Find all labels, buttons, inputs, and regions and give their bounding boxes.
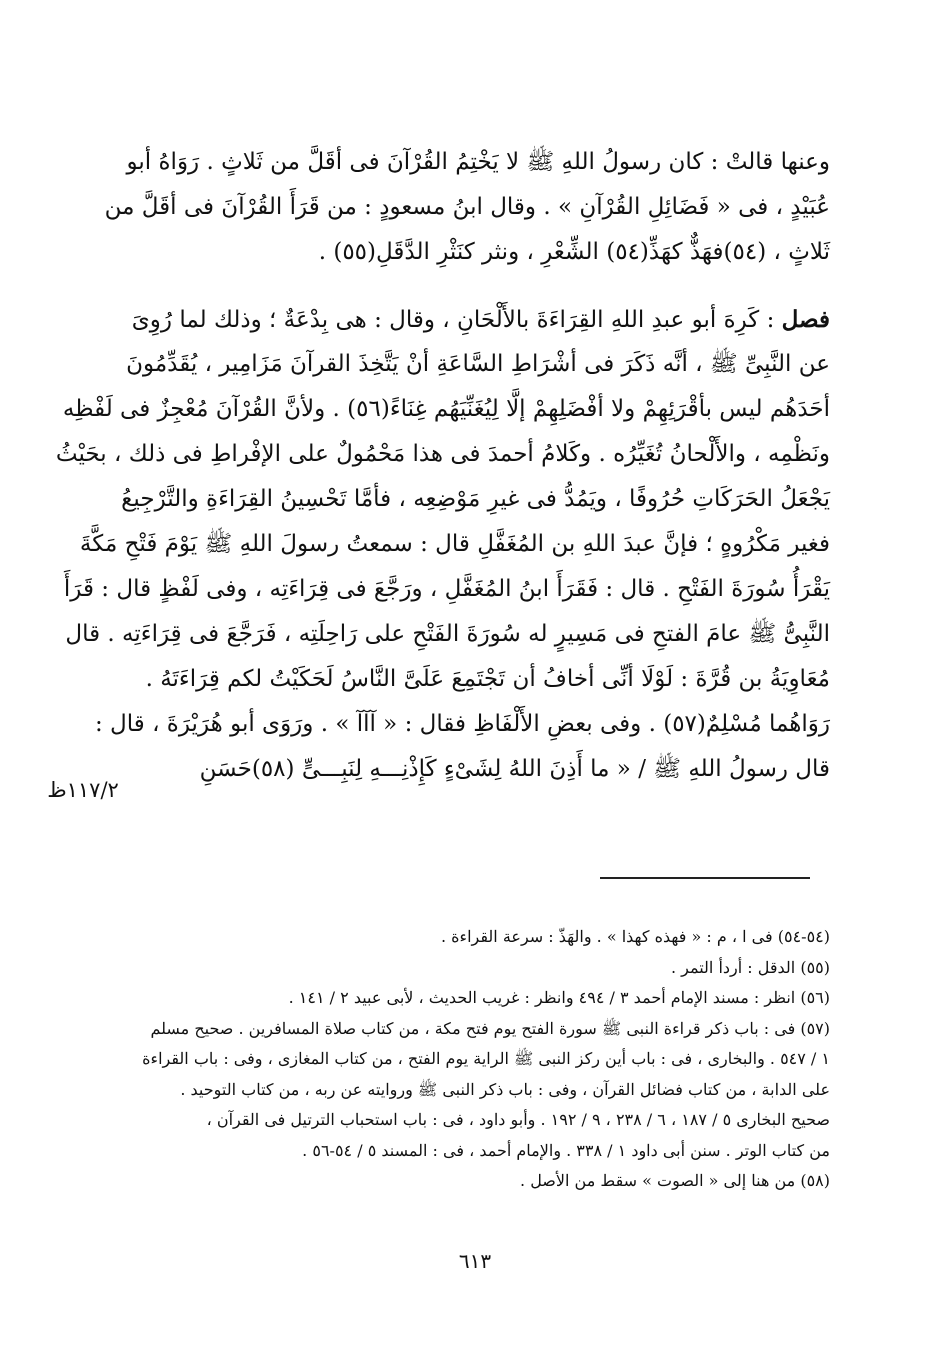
text-line: عُبَيْدٍ ، فى « فَضَائِلِ القُرْآنِ » . وقال ابنُ مسعودٍ : من قَرَأَ القُرْآنَ فى أقَلَّ من bbox=[104, 194, 830, 220]
section-heading-word: فصل bbox=[781, 306, 830, 333]
text-line: رَوَاهُما مُسْلِمٌ(٥٧) . وفى بعضِ الأَلْفَاظِ فقال : « آآآ » . ورَوَى أبو هُرَيْرَةَ ، قال : bbox=[94, 711, 830, 737]
footnotes bbox=[140, 922, 830, 1197]
text-line: فغير مَكْرُوهٍ ؛ فإنَّ عبدَ اللهِ بن المُغَفَّلِ قال : سمعتُ رسولَ اللهِ ﷺ يَوْمَ فَتْحِ مَكَّةَ bbox=[79, 531, 830, 557]
footnote-line: (٥٤-٥٤) فى ا ، م : « فهذه كهذا » . والهَذّ : سرعة القراءة . bbox=[440, 927, 830, 946]
footnote-line: (٥٦) انظر : مسند الإمام أحمد ٣ / ٤٩٤ وانظر : غريب الحديث ، لأبى عبيد ٢ / ١٤١ . bbox=[288, 988, 830, 1007]
margin-folio-note: ١١٧/٢ظ bbox=[47, 778, 119, 802]
text-line: ونَظْمِه ، والأَلْحانُ تُغَيِّرُه . وكَلامُ أحمدَ فى هذا مَحْمُولٌ على الإفْراطِ فى ذلك ، بحَيْثُ bbox=[55, 441, 830, 467]
footnote-line: على الدابة ، من كتاب فضائل القرآن ، وفى : باب ذكر النبى ﷺ وروايته عن ربه ، من كتاب التوحيد . bbox=[180, 1079, 830, 1099]
page-number: ٦١٣ bbox=[458, 1249, 492, 1273]
footnote-line: (٥٧) فى : باب ذكر قراءة النبى ﷺ سورة الفتح يوم فتح مكة ، من كتاب صلاة المسافرين . صحيح مسلم bbox=[150, 1018, 830, 1038]
text-segment: : كَرِهَ أبو عبدِ اللهِ القِرَاءَةَ بالأَلْحَانِ ، وقال : هى بِدْعَةٌ ؛ وذلك لما رُوِىَ bbox=[131, 307, 782, 333]
text-line: أحَدَهُم ليس بأقْرَئِهِمْ ولا أفْضَلِهِمْ إلَّا لِيُغَنِّيَهُم غِنَاءً(٥٦) . ولأنَّ القُرْآنَ مُعْجِزٌ فى لَفْظِه bbox=[62, 396, 830, 422]
footnote-line: (٥٨) من هنا إلى « الصوت » سقط من الأصل . bbox=[520, 1171, 830, 1190]
text-line: وعنها قالتْ : كان رسولُ اللهِ ﷺ لا يَخْتِمُ القُرْآنَ فى أقَلَّ من ثَلاثٍ . رَوَاهُ أبو bbox=[126, 149, 830, 175]
text-line: ثَلاثٍ ، (٥٤)فهَذٌّ كهَذِّ(٥٤) الشِّعْرِ ، ونثر كنَثْرِ الدَّقَلِ(٥٥) . bbox=[318, 239, 830, 265]
footnote-divider bbox=[600, 877, 810, 879]
text-line: عن النَّبِىِّ ﷺ ، أنَّه ذَكَرَ فى أشْرَاطِ السَّاعَةِ أنْ يَتَّخِذَ القرآنَ مَزَامِير ، يُقَدِّمُونَ bbox=[126, 351, 830, 377]
text-line: يَجْعَلُ الحَرَكَاتِ حُرُوفًا ، ويَمُدُّ فى غيرِ مَوْضِعِه ، فأمَّا تَحْسِينُ القِرَاءَةِ والتَّرْجِيعُ bbox=[121, 486, 830, 512]
footnote-line: ١ / ٥٤٧ . والبخارى ، فى : باب أين ركز النبى ﷺ الراية يوم الفتح ، من كتاب المغازى ، وفى : باب القراءة bbox=[142, 1049, 830, 1068]
text-line bbox=[131, 297, 830, 342]
text-line: يَقْرَأُ سُورَةَ الفَتْحِ . قال : فَقَرَأَ ابنُ المُغَفَّلِ ، ورَجَّعَ فى قِرَاءَتِه ، وفى لَفْظٍ قال : قَرَأَ bbox=[63, 576, 830, 602]
paragraph-1 bbox=[104, 140, 830, 275]
footnote-line: صحيح البخارى ٥ / ١٨٧ ، ٦ / ٢٣٨ ، ٩ / ١٩٢ . وأبو داود ، فى : باب استحباب الترتيل فى القرآن ، bbox=[206, 1110, 830, 1129]
text-line: قال رسولُ اللهِ ﷺ / « ما أَذِنَ اللهُ لِشَىْءٍ كَإِذْنِـــهِ لِنَبِـــىٍّ (٥٨)حَسَنِ bbox=[199, 756, 830, 782]
text-line: مُعَاوِيَةُ بن قُرَّةَ : لَوْلَا أنِّى أخافُ أن تَجْتَمِعَ عَلَىَّ النَّاسُ لَحَكَيْتُ لكم قِرَاءَتَهُ . bbox=[145, 666, 830, 692]
footnote-line: (٥٥) الدقل : أردأ التمر . bbox=[670, 957, 830, 977]
text-line: النَّبِىُّ ﷺ عامَ الفتحِ فى مَسِيرٍ له سُورَةَ الفَتْحِ على رَاحِلَتِه ، فَرَجَّعَ فى قِرَاءَتِه . قال bbox=[65, 621, 830, 647]
footnote-line: من كتاب الوتر . سنن أبى داود ١ / ٣٣٨ . والإمام أحمد ، فى : المسند ٥ / ٥٤-٥٦ . bbox=[302, 1140, 830, 1160]
